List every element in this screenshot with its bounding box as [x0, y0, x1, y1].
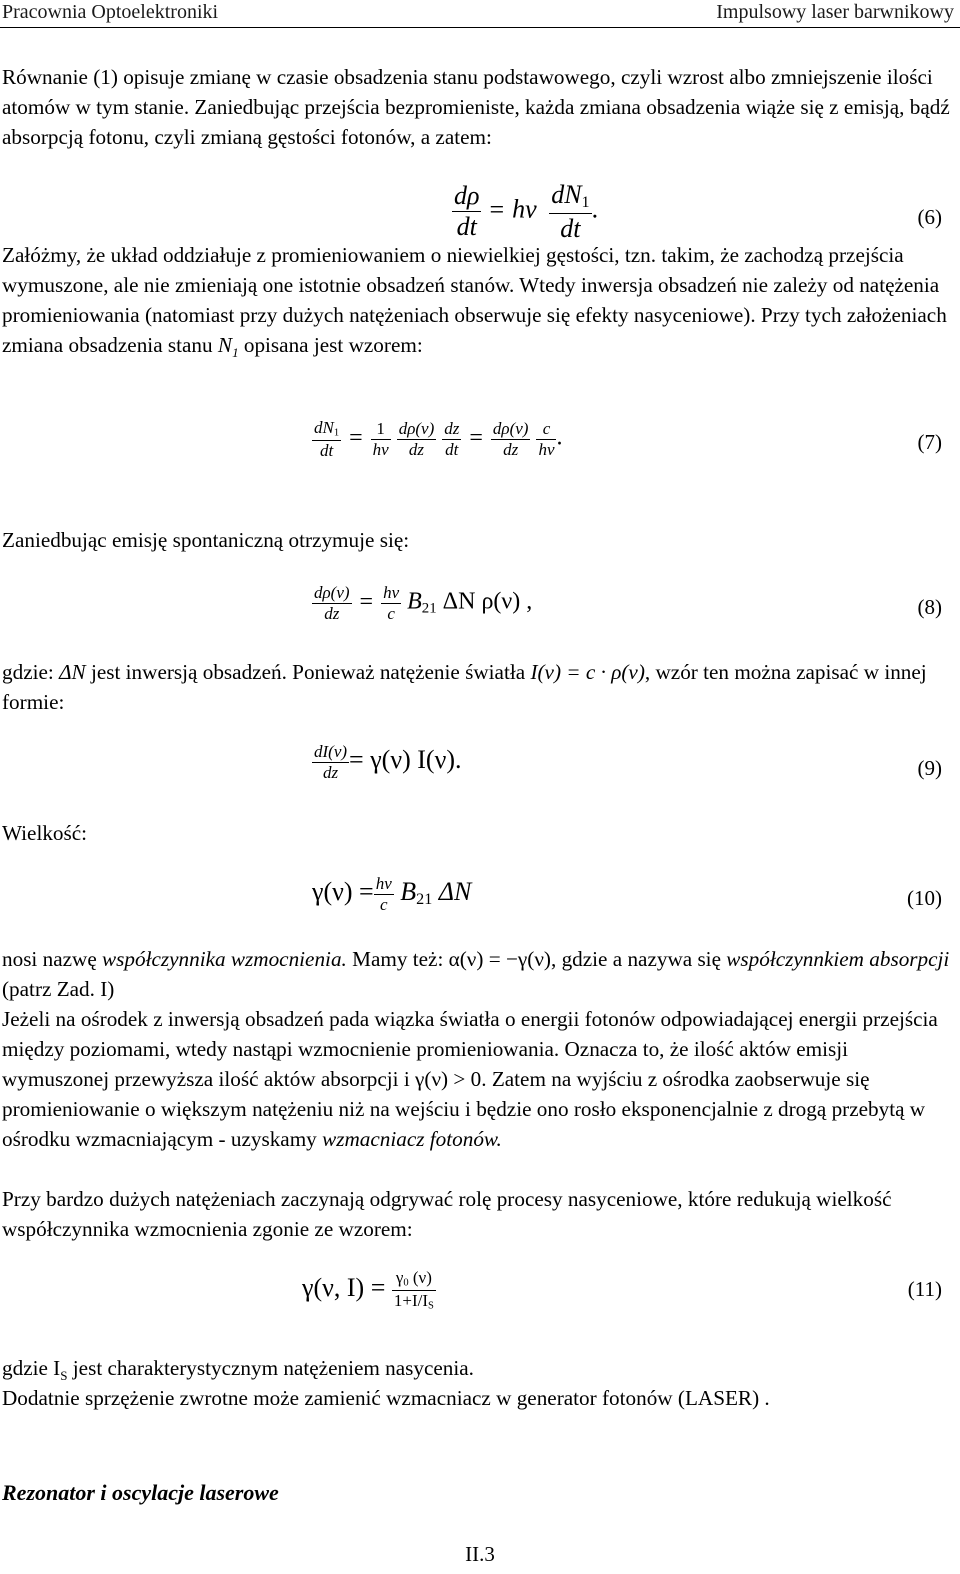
equation-number-10: (10) — [907, 886, 942, 910]
header-rule — [0, 27, 960, 28]
paragraph-6: nosi nazwę współczynnika wzmocnienia. Mamy też: α(ν) = −γ(ν), gdzie a nazywa się współczynnkiem absorpcji (patrz Zad. I) — [2, 947, 950, 1001]
equation-number-6: (6) — [917, 205, 942, 229]
equation-6: $\frac{d\rho}{dt}$ = hν $\frac{dN_1}{dt}$ . — [454, 180, 599, 243]
section-heading: Rezonator i oscylacje laserowe — [2, 1480, 279, 1505]
page-number: II.3 — [465, 1542, 495, 1566]
header-left: Pracownia Optoelektroniki — [2, 1, 219, 23]
equation-number-9: (9) — [917, 756, 942, 780]
paragraph-1: Równanie (1) opisuje zmianę w czasie obsadzenia stanu podstawowego, czyli wzrost albo zmniejszenie ilości atomów w tym stanie. Zaniedbując przejścia bezpromieniste, każda zmiana obsadzenia wiąże się z emisją, bądź absorpcją fotonu, czyli zmianą gęstości fotonów, a zatem: — [2, 65, 950, 149]
equation-number-8: (8) — [917, 595, 942, 619]
header-right: Impulsowy laser barwnikowy — [716, 1, 954, 23]
paragraph-5: Wielkość: — [2, 821, 88, 845]
equation-number-11: (11) — [907, 1277, 942, 1301]
paragraph-3: Zaniedbując emisję spontaniczną otrzymuje się: — [2, 528, 410, 552]
equation-11: γ(ν, I) = $\frac{\gamma_0 (\nu)}{1+I/I_S}$ — [302, 1268, 434, 1312]
equation-10: γ(ν) = $\frac{h\nu}{c}$ $B_{21}$ ΔN — [312, 874, 472, 914]
paragraph-7: Jeżeli na ośrodek z inwersją obsadzeń pada wiązka światła o energii fotonów odpowiadającej energii przejścia między poziomami, wtedy nastąpi wzmocnienie promieniowania. Oznacza to, że ilość aktów emisji wymuszonej przewyższa ilość aktów absorpcji i γ(ν) > 0. Zatem na wyjściu z ośrodka zaobserwuje się promieniowanie o większym natężeniu niż na wejściu i będzie ono rosło eksponencjalnie z drogą przebytą w ośrodku wzmacniającym - uzyskamy wzmacniacz fotonów. — [2, 1007, 938, 1151]
paragraph-8: Przy bardzo dużych natężeniach zaczynają odgrywać rolę procesy nasyceniowe, które redukują wielkość współczynnika wzmocnienia zgonie ze wzorem: — [2, 1187, 892, 1241]
paragraph-10: Dodatnie sprzężenie zwrotne może zamienić wzmacniacz w generator fotonów (LASER) . — [2, 1386, 770, 1410]
equation-8: $\frac{d\rho(\nu)}{dz}$ = $\frac{h\nu}{c}$ $B_{21}$ ΔN ρ(ν) , — [314, 583, 533, 623]
equation-number-7: (7) — [917, 430, 942, 454]
equation-9: $\frac{dI(\nu)}{dz}$ = γ(ν) I(ν). — [314, 742, 462, 782]
paragraph-2: Załóżmy, że układ oddziałuje z promieniowaniem o niewielkiej gęstości, tzn. takim, że zachodzą przejścia wymuszone, ale nie zmieniają one istotnie obsadzeń stanów. Wtedy inwersja obsadzeń nie zależy od natężenia promieniowania (natomiast przy dużych natężeniach obserwuje się efekty nasyceniowe). Przy tych założeniach zmiana obsadzenia stanu $N_1$ opisana jest wzorem: — [2, 243, 947, 361]
paragraph-4: gdzie: ΔN jest inwersją obsadzeń. Ponieważ natężenie światła I(ν) = c · ρ(ν), wzór ten można zapisać w innej formie: — [2, 660, 927, 714]
paragraph-9: gdzie $I_S$ jest charakterystycznym natężeniem nasycenia. — [2, 1356, 474, 1384]
equation-7: $\frac{dN_1}{dt}$ = $\frac{1}{h\nu}$ $\frac{d\rho(\nu)}{dz}$ $\frac{dz}{dt}$ = $\frac{d\rho(\nu)}{dz}$ $\frac{c}{h\nu}$ . — [314, 418, 563, 460]
